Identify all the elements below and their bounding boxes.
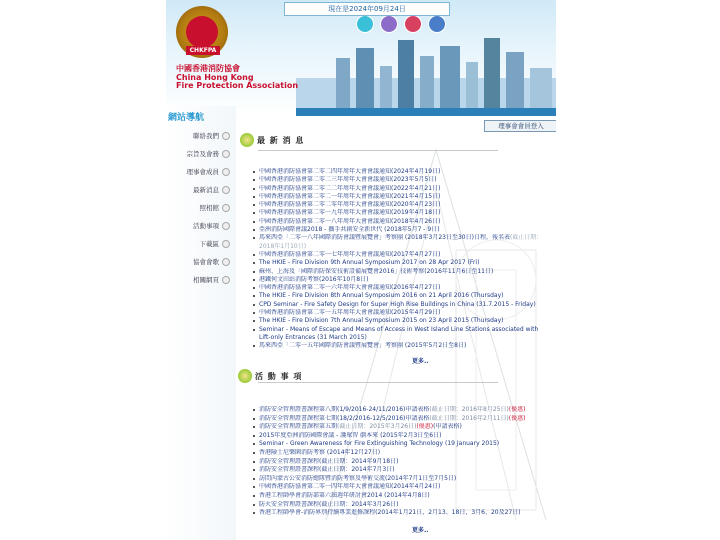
bullet-icon [222,150,230,158]
activities-more-link[interactable]: 更多.. [412,527,429,534]
activities-section-header [238,369,302,383]
sidebar-item-downloads[interactable] [200,239,231,248]
sidebar-item-contact[interactable] [193,131,230,140]
news-item[interactable]: 馬來西亞「二零一八年國際消防會議暨展覽會」考察團 (2018年3月23日至30日)日程，報名表(截止日期：2018年1月10日) [251,234,551,251]
news-item[interactable]: 中國香港消防協會第二零二一年周年大會會議通知(2021年4月15日) [251,193,551,201]
activities-list [251,406,551,518]
circle-icon-1[interactable] [356,15,374,33]
circle-icon-2[interactable] [380,15,398,33]
activity-item[interactable]: Seminar - Green Awareness for Fire Extinguishing Technology (19 January 2015) [251,440,551,449]
bullet-icon [222,222,230,230]
sidebar-item-label: 聯絡我們 [193,132,219,140]
news-item[interactable]: 中國香港消防協會第二零一九年周年大會會議通知(2019年4月18日) [251,209,551,217]
bullet-icon [222,240,230,248]
news-item[interactable]: The HKIE - Fire Division 7th Annual Symposium 2015 on 23 April 2015 (Thursday) [251,317,551,325]
page [166,0,556,540]
bullet-icon [222,204,230,212]
sidebar-title: 網站導航 [168,113,205,123]
news-item[interactable]: The HKIE - Fire Division 9th Annual Symposium 2017 on 28 Apr 2017 (Fri) [251,259,551,267]
bullet-icon [222,132,230,140]
news-item[interactable]: 中國香港消防協會第二零二三年周年大會會議通知(2023年5月5日) [251,176,551,184]
activity-item[interactable]: 香港工程師學會消防部第六屆週年研討會2014 (2014年4月8日) [251,492,551,501]
news-list [251,168,551,351]
sidebar-item-gallery[interactable] [200,203,231,212]
news-item[interactable]: 中國香港消防協會第二零一五年周年大會會議通知(2015年4月29日) [251,309,551,317]
sidebar-item-news[interactable] [193,185,230,194]
sidebar [166,106,236,540]
news-section-title: 最 新 消 息 [257,135,305,145]
sidebar-item-label: 照相館 [199,204,219,212]
activity-item[interactable]: 2015年度亞洲消防國際會議 - 護眾智 劇本來 (2015年2月3日至6日) [251,432,551,441]
news-item[interactable]: 蘇州、上海及「國際消防保安技術設備展覽會2016」技術考察(2016年11月6日至11日) [251,268,551,276]
sidebar-item-council[interactable] [187,167,231,176]
sidebar-item-links[interactable] [193,275,230,284]
activity-item[interactable]: 香港險士尼樂園消防考察 (2014年12月27日) [251,449,551,458]
circle-icon-3[interactable] [404,15,422,33]
news-more-link[interactable]: 更多.. [412,358,429,365]
news-item[interactable]: 港鐵何文田站消防考察(2016年10月8日) [251,276,551,284]
sidebar-item-anthem[interactable] [193,257,230,266]
sidebar-item-activities[interactable] [193,221,230,230]
current-date: 現在是2024年09月24日 [284,2,450,16]
sidebar-item-label: 最新消息 [193,186,219,194]
bullet-icon [222,168,230,176]
divider [258,382,498,383]
member-login-button[interactable]: 理事會會員登入 [484,120,556,132]
leaf-icon [240,133,254,147]
logo-tag: CHKFPA [186,46,220,55]
city-skyline-image [296,18,556,116]
news-item[interactable]: The HKIE - Fire Division 8th Annual Symposium 2016 on 21 April 2016 (Thursday) [251,292,551,300]
news-item[interactable]: 中國香港消防協會第二零一六年周年大會會議通知(2016年4月27日) [251,284,551,292]
divider [258,150,498,151]
sidebar-item-mission[interactable] [187,149,231,158]
news-item[interactable]: 中國香港消防協會第二零一七年周年大會會議通知(2017年4月27日) [251,251,551,259]
sidebar-item-label: 協會會歌 [193,258,219,266]
news-item[interactable]: CPD Seminar - Fire Safety Design for Super High Rise Buildings in China (31.7.2015 - Friday) [251,301,551,309]
news-item[interactable]: 中國香港消防協會第二零二二年周年大會會議通知(2022年4月21日) [251,185,551,193]
activity-item[interactable]: 訪問內蒙古公安消防總隊暨消防考察及學術交流(2014年7月1日至7月5日) [251,475,551,484]
news-item[interactable]: 中國香港消防協會第二零一八年周年大會會議通知(2018年4月26日) [251,218,551,226]
news-item[interactable]: 馬來西亞「二零一五年國際消防會議暨展覽會」考察團 (2015年5月2日至8日) [251,342,551,350]
news-item[interactable]: 中國香港消防協會第二零二四年周年大會會議通知(2024年4月19日) [251,168,551,176]
activity-item[interactable]: 防火安全管理證書課程(截止日期：2014年3月26日) [251,501,551,510]
activity-item[interactable]: 香港工程師學會-消防界別持續專業進修課程(2014年1月21日，2月13、18日，3月6、20及27日) [251,509,551,518]
news-item[interactable]: 中國香港消防協會第二零二零年周年大會會議通知(2020年4月23日) [251,201,551,209]
leaf-icon [238,369,252,383]
org-name-zh: 中國香港消防協會 [176,64,240,73]
bullet-icon [222,186,230,194]
sidebar-item-label: 宗旨及會務 [186,150,219,158]
sidebar-item-label: 理事會成員 [186,168,219,176]
activity-item[interactable]: 消防安全管理證書課程(截止日期：2014年9月18日) [251,458,551,467]
circle-icon-4[interactable] [428,15,446,33]
banner [166,0,556,116]
sidebar-item-label: 下載區 [199,240,219,248]
bullet-icon [222,276,230,284]
news-item[interactable]: 亞洲消防國際會議2018 - 攜手共創安全新世代 (2018年5月7 - 9日) [251,226,551,234]
activity-item[interactable]: 消防安全管理證書課程第七期(18/2/2016-12/5/2016)申請表格(截止日期：2016年2月11日)(優惠) [251,415,551,424]
news-section-header [240,133,304,147]
sidebar-item-label: 相關網頁 [193,276,219,284]
activity-item[interactable]: 消防安全管理證書課程(截止日期：2014年7月3日) [251,466,551,475]
news-item[interactable]: Seminar - Means of Escape and Means of Access in West Island Line Stations associated with Lift-only Entrances (31 March 2015) [251,326,551,343]
activity-item[interactable]: 消防安全管理證書課程第八期(1/9/2016-24/11/2016)申請表格(截止日期：2016年8月25日)(優惠) [251,406,551,415]
logo-emblem-icon [186,16,218,48]
activity-item[interactable]: 中國香港消防協會第二零一四年周年大會會議通知(2014年4月24日) [251,483,551,492]
org-name-en-line2: Fire Protection Association [176,81,299,90]
activity-item[interactable]: 消防安全管理證書課程第五期(截止日期：2015年3月26日)(優惠)(申請表格) [251,423,551,432]
org-name-en-line1: China Hong Kong [176,73,254,82]
sidebar-item-label: 活動事項 [193,222,219,230]
bullet-icon [222,258,230,266]
activities-section-title: 活 動 事 項 [255,371,303,381]
